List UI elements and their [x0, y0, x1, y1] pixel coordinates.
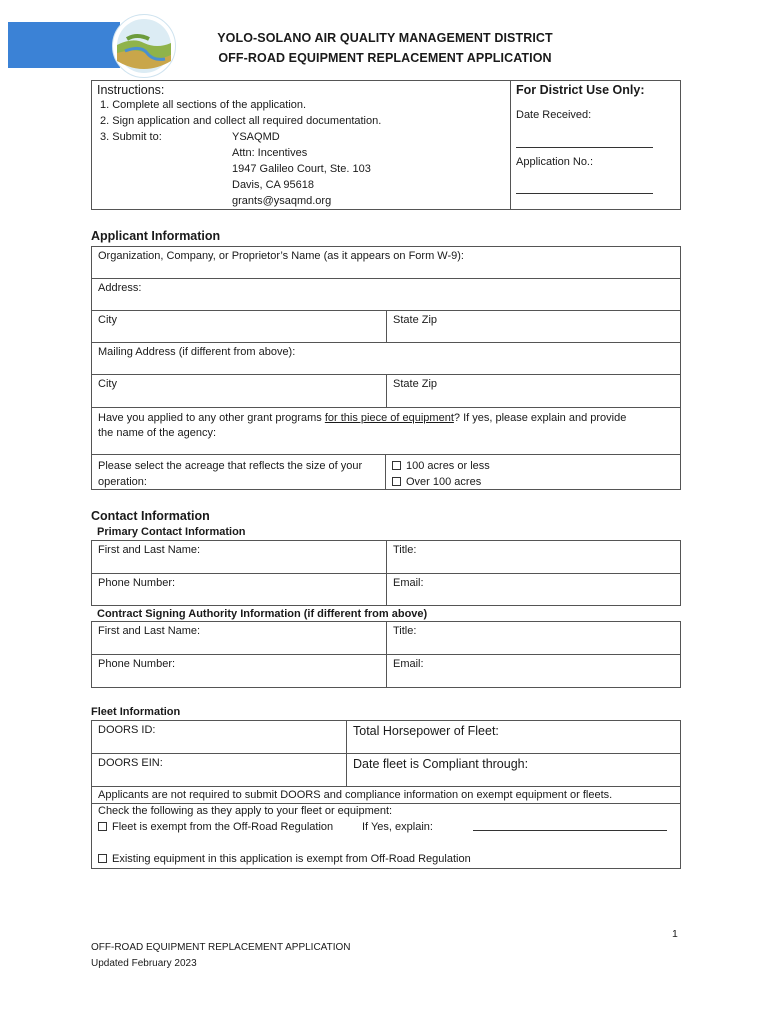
- page-number: 1: [672, 928, 678, 940]
- header-title-1: YOLO-SOLANO AIR QUALITY MANAGEMENT DISTRICT: [217, 31, 553, 45]
- state-zip-label: State Zip: [393, 314, 438, 326]
- compliant-date-label: Date fleet is Compliant through:: [353, 757, 529, 771]
- signing-email-label: Email:: [393, 658, 424, 670]
- doors-id-field[interactable]: [91, 720, 347, 754]
- signing-name-field[interactable]: [91, 621, 387, 655]
- acre-option-small[interactable]: 100 acres or less: [392, 458, 674, 474]
- other-grants-question-line2: the name of the agency:: [98, 427, 217, 439]
- acreage-question: [91, 454, 386, 490]
- city-field[interactable]: [91, 310, 387, 343]
- mailing-city-field[interactable]: [91, 374, 387, 408]
- submit-address-line: Attn: Incentives: [232, 147, 308, 159]
- header-band: [8, 22, 120, 68]
- total-horsepower-label: Total Horsepower of Fleet:: [353, 724, 499, 738]
- date-received-label: Date Received:: [516, 109, 592, 121]
- city-label: City: [98, 314, 117, 326]
- signing-phone-field[interactable]: [91, 654, 387, 688]
- application-no-field[interactable]: [516, 193, 653, 194]
- district-use-heading: For District Use Only:: [516, 83, 645, 97]
- if-yes-label: If Yes, explain:: [362, 821, 433, 833]
- fleet-section-heading: Fleet Information: [91, 706, 181, 718]
- mailing-address-label: Mailing Address (if different from above):: [98, 346, 296, 358]
- checkbox-icon[interactable]: [98, 822, 107, 831]
- exemption-divider: [91, 803, 681, 804]
- submit-address-line: 1947 Galileo Court, Ste. 103: [232, 163, 371, 175]
- signing-title-field[interactable]: [386, 621, 681, 655]
- instructions-heading: Instructions:: [97, 83, 165, 97]
- primary-email-label: Email:: [393, 577, 424, 589]
- signing-title-label: Title:: [393, 625, 417, 637]
- signing-name-label: First and Last Name:: [98, 625, 201, 637]
- primary-email-field[interactable]: [386, 573, 681, 606]
- doors-id-label: DOORS ID:: [98, 724, 156, 736]
- check-intro: Check the following as they apply to your fleet or equipment:: [98, 805, 393, 817]
- submit-address-line: YSAQMD: [232, 131, 280, 143]
- acreage-question-line1: Please select the acreage that reflects the size of your: [98, 460, 363, 472]
- primary-title-field[interactable]: [386, 540, 681, 574]
- state-zip-field[interactable]: [386, 310, 681, 343]
- checkbox-icon[interactable]: [98, 854, 107, 863]
- exempt-note: Applicants are not required to submit DOORS and compliance information on exempt equipment or fleets.: [98, 789, 613, 801]
- instruction-item: 1. Complete all sections of the application.: [100, 99, 307, 111]
- date-received-field[interactable]: [516, 147, 653, 148]
- acreage-question-line2: operation:: [98, 476, 147, 488]
- submit-email: grants@ysaqmd.org: [232, 195, 332, 207]
- exempt-explanation-field[interactable]: [473, 830, 667, 831]
- instruction-item: 3. Submit to:: [100, 131, 162, 143]
- district-logo: [112, 14, 176, 78]
- fleet-exempt-option[interactable]: Fleet is exempt from the Off-Road Regulation: [98, 821, 333, 833]
- org-name-label: Organization, Company, or Proprietor’s Name (as it appears on Form W-9):: [98, 250, 464, 262]
- other-grants-question: Have you applied to any other grant programs for this piece of equipment? If yes, please explain and provide: [98, 412, 627, 424]
- mailing-city-label: City: [98, 378, 117, 390]
- signing-authority-heading: Contract Signing Authority Information (if different from above): [97, 608, 428, 620]
- application-no-label: Application No.:: [516, 156, 594, 168]
- address-label: Address:: [98, 282, 142, 294]
- acre-option-large[interactable]: Over 100 acres: [392, 474, 674, 490]
- address-field[interactable]: [91, 278, 681, 311]
- signing-email-field[interactable]: [386, 654, 681, 688]
- acreage-options: [385, 454, 681, 490]
- instruction-item: 2. Sign application and collect all required documentation.: [100, 115, 382, 127]
- contact-section-heading: Contact Information: [91, 509, 210, 523]
- total-horsepower-field[interactable]: [346, 720, 681, 754]
- mailing-address-field[interactable]: [91, 342, 681, 375]
- footer-updated: Updated February 2023: [91, 958, 197, 969]
- existing-exempt-option[interactable]: Existing equipment in this application is exempt from Off-Road Regulation: [98, 853, 471, 865]
- compliant-date-field[interactable]: [346, 753, 681, 787]
- mailing-state-zip-label: State Zip: [393, 378, 438, 390]
- applicant-section-heading: Applicant Information: [91, 229, 221, 243]
- primary-name-label: First and Last Name:: [98, 544, 201, 556]
- footer-title: OFF-ROAD EQUIPMENT REPLACEMENT APPLICATION: [91, 942, 351, 953]
- other-grants-field[interactable]: [91, 407, 681, 455]
- primary-title-label: Title:: [393, 544, 417, 556]
- checkbox-icon[interactable]: [392, 477, 401, 486]
- primary-phone-label: Phone Number:: [98, 577, 176, 589]
- instructions-divider: [510, 80, 511, 210]
- primary-name-field[interactable]: [91, 540, 387, 574]
- org-name-field[interactable]: [91, 246, 681, 279]
- signing-phone-label: Phone Number:: [98, 658, 176, 670]
- primary-contact-heading: Primary Contact Information: [97, 526, 246, 538]
- doors-ein-label: DOORS EIN:: [98, 757, 163, 769]
- doors-ein-field[interactable]: [91, 753, 347, 787]
- header-title-2: OFF-ROAD EQUIPMENT REPLACEMENT APPLICATION: [218, 51, 552, 65]
- checkbox-icon[interactable]: [392, 461, 401, 470]
- primary-phone-field[interactable]: [91, 573, 387, 606]
- mailing-state-zip-field[interactable]: [386, 374, 681, 408]
- submit-address-line: Davis, CA 95618: [232, 179, 314, 191]
